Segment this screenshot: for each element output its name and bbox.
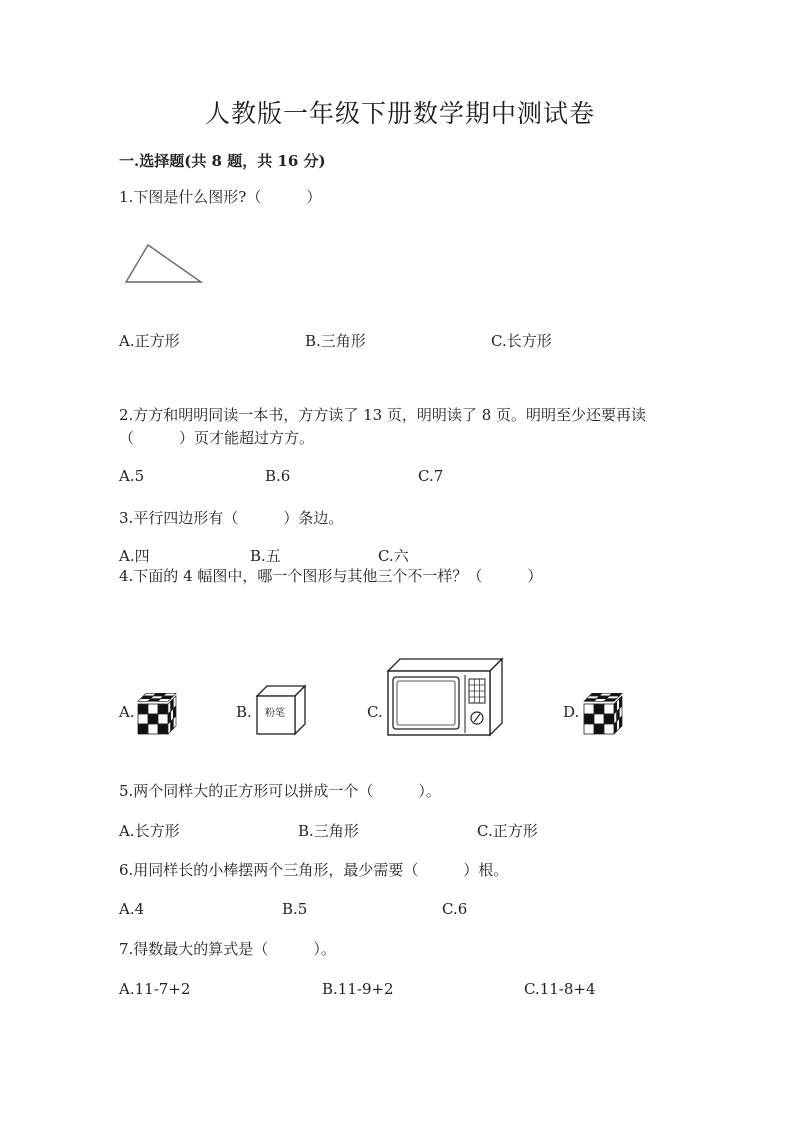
q5-option-b[interactable]: B.三角形 xyxy=(298,822,359,840)
rubik-cube-icon xyxy=(136,694,182,736)
triangle-figure xyxy=(124,243,204,285)
question-3: 3.平行四边形有（ ）条边。 xyxy=(119,509,344,527)
page-title: 人教版一年级下册数学期中测试卷 xyxy=(204,99,595,128)
q2-option-c[interactable]: C.7 xyxy=(418,467,444,485)
q5-option-c[interactable]: C.正方形 xyxy=(477,822,538,840)
question-6: 6.用同样长的小棒摆两个三角形，最少需要（ ）根。 xyxy=(119,861,509,879)
microwave-icon xyxy=(385,657,505,739)
q6-option-a[interactable]: A.4 xyxy=(119,900,145,918)
rubik-cube-icon xyxy=(582,694,628,736)
q3-option-c[interactable]: C.六 xyxy=(378,547,409,565)
q4-option-c[interactable]: C. xyxy=(367,703,383,721)
q4-option-b[interactable]: B. xyxy=(236,703,252,721)
q4-option-d[interactable]: D. xyxy=(563,703,580,721)
section-heading: 一.选择题(共 8 题，共 16 分) xyxy=(119,152,326,170)
question-4: 4.下面的 4 幅图中，哪一个图形与其他三个不一样？（ ） xyxy=(119,567,543,585)
question-5: 5.两个同样大的正方形可以拼成一个（ ）。 xyxy=(119,782,441,800)
q6-option-b[interactable]: B.5 xyxy=(282,900,308,918)
question-7: 7.得数最大的算式是（ ）。 xyxy=(119,940,336,958)
q5-option-a[interactable]: A.长方形 xyxy=(119,822,180,840)
chalk-box-label: 粉笔 xyxy=(265,708,285,719)
q2-option-b[interactable]: B.6 xyxy=(265,467,291,485)
q7-option-a[interactable]: A.11-7+2 xyxy=(119,980,191,998)
q6-option-c[interactable]: C.6 xyxy=(442,900,468,918)
q4-option-a[interactable]: A. xyxy=(119,703,135,721)
q2-option-a[interactable]: A.5 xyxy=(119,467,145,485)
q7-option-c[interactable]: C.11-8+4 xyxy=(524,980,596,998)
question-2-line-2: （ ）页才能超过方方。 xyxy=(119,429,315,447)
q7-option-b[interactable]: B.11-9+2 xyxy=(322,980,394,998)
q3-option-b[interactable]: B.五 xyxy=(250,547,281,565)
q3-option-a[interactable]: A.四 xyxy=(119,547,150,565)
q1-option-c[interactable]: C.长方形 xyxy=(491,332,552,350)
question-2-line-1: 2.方方和明明同读一本书，方方读了 13 页，明明读了 8 页。明明至少还要再读 xyxy=(119,406,647,424)
question-1: 1.下图是什么图形?（ ） xyxy=(119,188,322,206)
q1-option-a[interactable]: A.正方形 xyxy=(119,332,180,350)
q1-option-b[interactable]: B.三角形 xyxy=(305,332,366,350)
